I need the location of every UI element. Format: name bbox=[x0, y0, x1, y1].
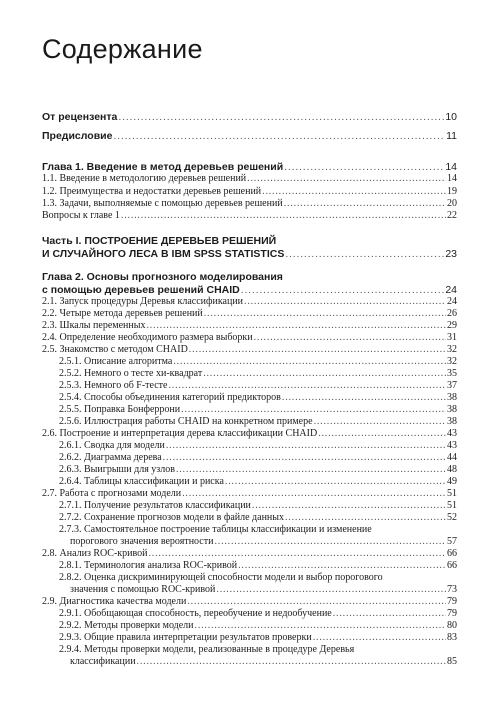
toc-entry-label: 2.7.2. Сохранение прогнозов модели в файле данных bbox=[59, 512, 284, 523]
toc-entry-label: классификации bbox=[70, 656, 136, 667]
toc-entry[interactable] bbox=[59, 512, 457, 524]
toc-leader-dots bbox=[247, 173, 446, 185]
toc-page-number: 14 bbox=[445, 161, 457, 173]
toc-entry[interactable] bbox=[42, 130, 457, 142]
toc-entry[interactable] bbox=[59, 620, 457, 632]
toc-leader-dots bbox=[225, 476, 446, 488]
toc-leader-dots bbox=[189, 344, 446, 356]
toc-leader-dots bbox=[244, 296, 446, 308]
toc-entry-label: 2.6.4. Таблицы классификации и риска bbox=[59, 476, 224, 487]
toc-entry[interactable] bbox=[42, 548, 457, 560]
toc-entry[interactable] bbox=[42, 111, 457, 123]
toc-leader-dots bbox=[284, 161, 444, 173]
toc-entry-label: Глава 1. Введение в метод деревьев решений bbox=[42, 161, 284, 173]
toc-entry-label: 2.4. Определение необходимого размера выборки bbox=[42, 332, 253, 343]
toc-entry-label: 2.7. Работа с прогнозами модели bbox=[42, 488, 182, 499]
toc-leader-dots bbox=[166, 440, 446, 452]
toc-entry[interactable] bbox=[59, 404, 457, 416]
toc-leader-dots bbox=[285, 248, 444, 261]
toc-entry-label: 2.9.2. Методы проверки модели bbox=[59, 620, 194, 631]
toc-entry[interactable] bbox=[42, 344, 457, 356]
toc-leader-dots bbox=[285, 512, 446, 524]
toc-entry-line1: 2.9.4. Методы проверки модели, реализованные в процедуре Деревья bbox=[59, 644, 355, 655]
toc-entry-label: значения с помощью ROC-кривой bbox=[70, 584, 216, 595]
toc-entry[interactable] bbox=[59, 464, 457, 476]
toc-page-number: 38 bbox=[447, 416, 457, 427]
toc-entry[interactable] bbox=[42, 332, 457, 344]
toc-entry[interactable] bbox=[70, 536, 457, 548]
toc-entry-label: 1.1. Введение в методологию деревьев решений bbox=[42, 173, 247, 184]
toc-leader-dots bbox=[282, 392, 446, 404]
toc-page-number: 51 bbox=[447, 488, 457, 499]
toc-leader-dots bbox=[163, 452, 446, 464]
toc-entry[interactable] bbox=[42, 161, 457, 173]
toc-entry[interactable] bbox=[59, 380, 457, 392]
toc-leader-dots bbox=[146, 320, 446, 332]
toc-page-number: 52 bbox=[447, 512, 457, 523]
toc-page-number: 24 bbox=[447, 296, 457, 307]
toc-page-number: 23 bbox=[445, 248, 457, 260]
toc-leader-dots bbox=[216, 584, 446, 596]
toc-entry-line1: Часть I. ПОСТРОЕНИЕ ДЕРЕВЬЕВ РЕШЕНИЙ bbox=[42, 235, 277, 247]
toc-leader-dots bbox=[176, 464, 446, 476]
toc-page-number: 79 bbox=[447, 608, 457, 619]
toc-page-number: 43 bbox=[447, 440, 457, 451]
toc-entry-label: 2.2. Четыре метода деревьев решений bbox=[42, 308, 203, 319]
toc-page-number: 44 bbox=[447, 452, 457, 463]
toc-entry-label: 2.5.6. Иллюстрация работы CHAID на конкретном примере bbox=[59, 416, 313, 427]
toc-entry[interactable] bbox=[59, 476, 457, 488]
toc-leader-dots bbox=[182, 488, 446, 500]
toc-entry-label: порогового значения вероятности bbox=[70, 536, 214, 547]
toc-page-number: 32 bbox=[447, 356, 457, 367]
toc-entry-label: 2.5.2. Немного о тесте хи-квадрат bbox=[59, 368, 203, 379]
toc-page-number: 49 bbox=[447, 476, 457, 487]
toc-page-number: 37 bbox=[447, 380, 457, 391]
toc-leader-dots bbox=[173, 356, 446, 368]
toc-entry[interactable] bbox=[42, 488, 457, 500]
toc-leader-dots bbox=[149, 548, 447, 560]
toc-entry-label: 2.9.3. Общие правила интерпретации результатов проверки bbox=[59, 632, 312, 643]
toc-leader-dots bbox=[333, 608, 446, 620]
toc-entry-label: 2.9. Диагностика качества модели bbox=[42, 596, 187, 607]
toc-entry-line1: Глава 2. Основы прогнозного моделирования bbox=[42, 271, 283, 283]
toc-entry[interactable] bbox=[59, 416, 457, 428]
toc-entry-label: 1.3. Задачи, выполняемые с помощью деревьев решений bbox=[42, 198, 283, 209]
toc-leader-dots bbox=[203, 368, 446, 380]
toc-page-number: 35 bbox=[447, 368, 457, 379]
toc-page-number: 57 bbox=[447, 536, 457, 547]
toc-entry[interactable] bbox=[59, 368, 457, 380]
toc-page-number: 66 bbox=[447, 548, 457, 559]
toc-page-number: 29 bbox=[447, 320, 457, 331]
toc-leader-dots bbox=[121, 210, 446, 222]
toc-entry[interactable] bbox=[42, 248, 457, 261]
toc-page-number: 85 bbox=[447, 656, 457, 667]
toc-entry[interactable] bbox=[59, 500, 457, 512]
toc-leader-dots bbox=[318, 428, 446, 440]
toc-entry[interactable] bbox=[59, 392, 457, 404]
toc-entry[interactable] bbox=[42, 596, 457, 608]
toc-entry-label: 2.5.3. Немного об F-тесте bbox=[59, 380, 168, 391]
toc-leader-dots bbox=[118, 111, 444, 123]
toc-entry[interactable] bbox=[42, 320, 457, 332]
toc-page-number: 38 bbox=[447, 404, 457, 415]
toc-page-number: 22 bbox=[447, 210, 457, 221]
toc-page-number: 38 bbox=[447, 392, 457, 403]
toc-entry-label: 2.7.1. Получение результатов классификации bbox=[59, 500, 251, 511]
toc-entry-line1: 2.7.3. Самостоятельное построение таблицы классификации и изменение bbox=[59, 524, 372, 535]
toc-leader-dots bbox=[262, 186, 446, 198]
page-title: Содержание bbox=[42, 34, 203, 64]
toc-entry[interactable] bbox=[42, 186, 457, 198]
toc-leader-dots bbox=[204, 308, 446, 320]
toc-entry[interactable] bbox=[59, 440, 457, 452]
toc-entry-label: 1.2. Преимущества и недостатки деревьев решений bbox=[42, 186, 262, 197]
toc-page-number: 31 bbox=[447, 332, 457, 343]
toc-leader-dots bbox=[113, 130, 445, 142]
toc-page-number: 26 bbox=[447, 308, 457, 319]
toc-page-number: 10 bbox=[445, 111, 457, 123]
toc-entry-label: 2.8. Анализ ROC-кривой bbox=[42, 548, 148, 559]
toc-leader-dots bbox=[195, 620, 446, 632]
toc-leader-dots bbox=[284, 198, 446, 210]
toc-entry[interactable] bbox=[59, 452, 457, 464]
toc-entry[interactable] bbox=[42, 308, 457, 320]
toc-entry-label: 2.1. Запуск процедуры Деревья классификации bbox=[42, 296, 244, 307]
toc-page-number: 79 bbox=[447, 596, 457, 607]
toc-entry-label: И СЛУЧАЙНОГО ЛЕСА В IBM SPSS STATISTICS bbox=[42, 248, 285, 260]
toc-entry[interactable] bbox=[42, 198, 457, 210]
toc-entry-label: 2.8.1. Терминология анализа ROC-кривой bbox=[59, 560, 238, 571]
toc-entry[interactable] bbox=[42, 428, 457, 440]
toc-entry-label: Предисловие bbox=[42, 130, 113, 142]
toc-entry-label: 2.5.1. Описание алгоритма bbox=[59, 356, 173, 367]
toc-entry-label: Вопросы к главе 1 bbox=[42, 210, 120, 221]
toc-page-number: 11 bbox=[446, 130, 457, 142]
toc-entry-label: с помощью деревьев решений CHAID bbox=[42, 284, 240, 296]
toc-leader-dots bbox=[214, 536, 446, 548]
toc-page-number: 14 bbox=[447, 173, 457, 184]
toc-page-number: 83 bbox=[447, 632, 457, 643]
toc-entry[interactable] bbox=[59, 608, 457, 620]
toc-entry[interactable] bbox=[59, 632, 457, 644]
toc-leader-dots bbox=[187, 596, 446, 608]
toc-leader-dots bbox=[238, 560, 446, 572]
toc-entry-line1: 2.8.2. Оценка дискриминирующей способности модели и выбор порогового bbox=[59, 572, 383, 583]
toc-entry-label: 2.6.2. Диаграмма дерева bbox=[59, 452, 162, 463]
toc-entry[interactable] bbox=[70, 656, 457, 668]
toc-entry[interactable] bbox=[59, 356, 457, 368]
toc-leader-dots bbox=[252, 500, 446, 512]
toc-entry-label: 2.3. Шкалы переменных bbox=[42, 320, 146, 331]
toc-entry[interactable] bbox=[42, 210, 457, 222]
toc-entry-label: 2.5. Знакомство с методом CHAID bbox=[42, 344, 188, 355]
toc-entry[interactable] bbox=[42, 296, 457, 308]
toc-page-number: 48 bbox=[447, 464, 457, 475]
toc-entry[interactable] bbox=[59, 560, 457, 572]
toc-leader-dots bbox=[313, 632, 446, 644]
toc-page-number: 43 bbox=[447, 428, 457, 439]
toc-entry-label: 2.5.4. Способы объединения категорий предикторов bbox=[59, 392, 281, 403]
toc-leader-dots bbox=[254, 332, 446, 344]
toc-page-number: 32 bbox=[447, 344, 457, 355]
toc-leader-dots bbox=[168, 380, 446, 392]
toc-page-number: 24 bbox=[445, 284, 457, 296]
toc-entry-label: 2.9.1. Обобщающая способность, переобучение и недообучение bbox=[59, 608, 332, 619]
toc-page-number: 80 bbox=[447, 620, 457, 631]
toc-entry[interactable] bbox=[42, 173, 457, 185]
toc-entry-label: 2.5.5. Поправка Бонферрони bbox=[59, 404, 181, 415]
toc-page-number: 20 bbox=[447, 198, 457, 209]
toc-page-number: 73 bbox=[447, 584, 457, 595]
toc-leader-dots bbox=[181, 404, 446, 416]
toc-entry-label: 2.6.1. Сводка для модели bbox=[59, 440, 165, 451]
toc-entry-label: От рецензента bbox=[42, 111, 118, 123]
toc-entry[interactable] bbox=[70, 584, 457, 596]
toc-leader-dots bbox=[137, 656, 446, 668]
toc-entry-label: 2.6.3. Выигрыши для узлов bbox=[59, 464, 175, 475]
toc-page-number: 66 bbox=[447, 560, 457, 571]
toc-page-number: 19 bbox=[447, 186, 457, 197]
toc-leader-dots bbox=[314, 416, 446, 428]
toc-entry-label: 2.6. Построение и интерпретация дерева классификации CHAID bbox=[42, 428, 318, 439]
toc-page-number: 51 bbox=[447, 500, 457, 511]
